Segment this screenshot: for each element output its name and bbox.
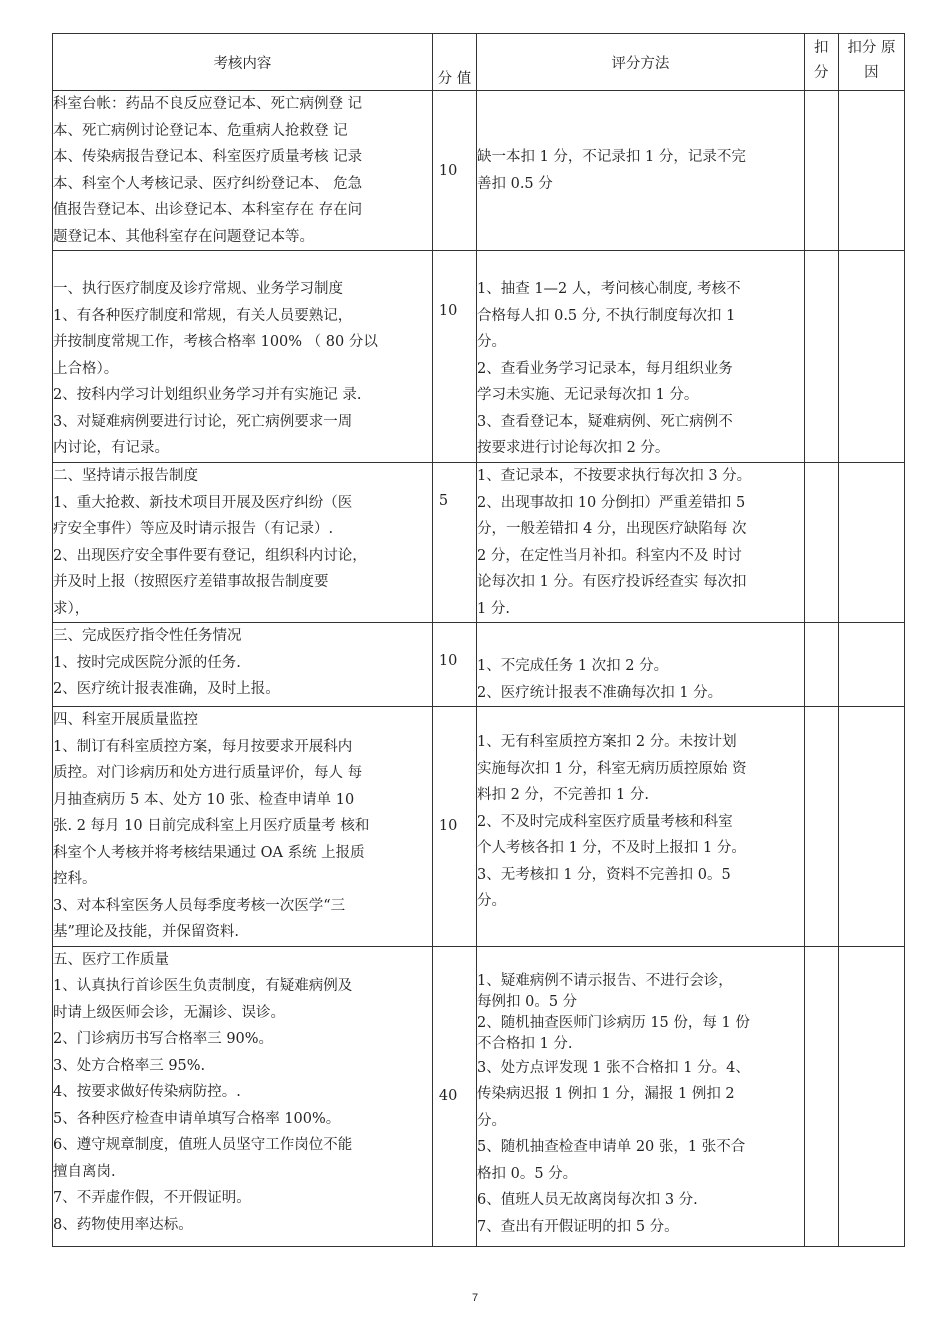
row-content [53,946,433,1246]
method-line: 3、处方点评发现 1 张不合格扣 1 分。4、 [476,1059,750,1076]
content-line: 一、执行医疗制度及诊疗常规、业务学习制度 [53,281,343,297]
header-content: 考核内容 [53,34,433,91]
content-line: 疗安全事件）等应及时请示报告（有记录）. [53,521,334,537]
content-line: 四、科室开展质量监控 [53,712,198,728]
table-row [53,91,905,251]
content-line: 1、重大抢救、新技术项目开展及医疗纠纷（医 [53,494,353,511]
content-line: 1、制订有科室质控方案，每月按要求开展科内 [53,738,353,755]
header-reason-line: 因 [864,65,879,81]
method-line: 2、出现事故扣 10 分倒扣）严重差错扣 5 [476,494,746,511]
method-line: 论每次扣 1 分。有医疗投诉经查实 每次扣 [476,574,747,590]
method-line: 7、查出有开假证明的扣 5 分。 [476,1218,679,1235]
content-line: 上合格）。 [53,360,119,377]
content-line: 质控。对门诊病历和处方进行质量评价，每人 每 [53,765,363,781]
content-line: 1、有各种医疗制度和常规，有关人员要熟记， [53,307,353,324]
content-line: 3、对疑难病例要进行讨论，死亡病例要求一周 [53,413,353,430]
content-line: 8、药物使用率达标。 [53,1216,193,1233]
method-line: 1、疑难病例不请示报告、不进行会诊， [476,972,733,989]
method-line: 5、随机抽查检查申请单 20 张，1 张不合 [476,1139,746,1155]
content-line: 5、各种医疗检查申请单填写合格率 100%。 [53,1110,341,1127]
content-line: 值报告登记本、出诊登记本、本科室存在 存在问 [53,202,363,218]
method-line: 分。 [476,1112,506,1129]
content-line: 三、完成医疗指令性任务情况 [53,628,242,644]
row-method [476,946,804,1246]
row-reason [838,463,904,623]
header-deduct-line: 扣 [814,40,829,56]
method-line: 2、不及时完成科室医疗质量考核和科室 [476,813,733,830]
row-method [476,91,804,251]
method-line: 1、无有科室质控方案扣 2 分。未按计划 [476,734,737,750]
method-line: 实施每次扣 1 分，科室无病历质控原始 资 [476,760,747,777]
method-line: 善扣 0.5 分 [476,175,553,192]
row-deduct [804,946,838,1246]
content-line: 2、出现医疗安全事件要有登记，组织科内讨论， [53,547,367,564]
row-deduct [804,91,838,251]
content-line: 1、按时完成医院分派的任务. [53,654,241,671]
method-line: 学习未实施、无记录每次扣 1 分。 [476,387,699,403]
content-line: 1、认真执行首诊医生负责制度，有疑难病例及 [53,978,353,994]
row-method [476,623,804,707]
content-line: 擅自离岗. [53,1163,116,1180]
row-reason [838,707,904,947]
row-reason [838,251,904,463]
row-deduct [804,251,838,463]
method-line: 3、无考核扣 1 分，资料不完善扣 0。5 [476,866,731,883]
method-line: 传染病迟报 1 例扣 1 分，漏报 1 例扣 2 [476,1086,735,1102]
method-line: 3、查看登记本，疑难病例、死亡病例不 [476,413,733,430]
method-line: 每例扣 0。5 分 [476,993,578,1010]
table-row [53,623,905,707]
header-row [53,34,905,91]
method-line: 1、查记录本，不按要求执行每次扣 3 分。 [476,468,752,484]
content-line: 科室台帐：药品不良反应登记本、死亡病例登 记 [53,96,363,112]
table-row [53,463,905,623]
header-reason-line: 扣分 原 [847,40,896,56]
content-line: 2、门诊病历书写合格率三 90%。 [53,1031,274,1047]
content-line: 3、处方合格率三 95%. [53,1057,206,1074]
row-method [476,251,804,463]
row-score: 10 [432,707,476,947]
method-line: 不合格扣 1 分. [476,1035,573,1052]
row-content [53,463,433,623]
content-line: 2、医疗统计报表准确，及时上报。 [53,681,280,697]
content-line: 本、科室个人考核记录、医疗纠纷登记本、 危急 [53,175,363,192]
method-line: 个人考核各扣 1 分，不及时上报扣 1 分。 [476,840,746,856]
content-line: 基”理论及技能，并保留资料. [53,924,240,940]
content-line: 6、遵守规章制度，值班人员坚守工作岗位不能 [53,1137,353,1153]
row-score: 10 [432,91,476,251]
content-line: 控科。 [53,871,97,887]
content-line: 求）， [53,600,90,617]
header-reason [838,34,904,91]
content-line: 题登记本、其他科室存在问题登记本等。 [53,228,314,245]
content-line: 2、按科内学习计划组织业务学习并有实施记 录. [53,387,362,403]
table-row [53,707,905,947]
method-line: 分。 [476,893,506,909]
header-score: 分 值 [432,34,476,91]
row-deduct [804,707,838,947]
content-line: 并按制度常规工作，考核合格率 100% （ 80 分以 [53,334,378,350]
row-reason [838,91,904,251]
row-method [476,463,804,623]
method-line: 合格每人扣 0.5 分, 不执行制度每次扣 1 [476,307,736,324]
table-row [53,946,905,1246]
content-line: 张. 2 每月 10 日前完成科室上月医疗质量考 核和 [53,818,370,834]
content-line: 7、不弄虚作假，不开假证明。 [53,1190,251,1206]
method-line: 1 分. [476,600,510,617]
table-row [53,251,905,463]
row-content [53,251,433,463]
method-line: 2、查看业务学习记录本，每月组织业务 [476,360,733,377]
method-line: 2、随机抽查医师门诊病历 15 份，每 1 份 [476,1014,750,1031]
method-line: 料扣 2 分，不完善扣 1 分. [476,787,649,803]
header-deduct [804,34,838,91]
row-reason [838,623,904,707]
header-method: 评分方法 [476,34,804,91]
content-line: 4、按要求做好传染病防控。. [53,1084,241,1100]
page-number: 7 [471,1292,479,1304]
content-line: 并及时上报（按照医疗差错事故报告制度要 [53,574,329,590]
method-line: 缺一本扣 1 分，不记录扣 1 分，记录不完 [476,149,746,165]
method-line: 1、不完成任务 1 次扣 2 分。 [476,658,669,674]
header-deduct-line: 分 [814,65,829,81]
content-line: 本、传染病报告登记本、科室医疗质量考核 记录 [53,149,363,165]
row-score: 40 [432,946,476,1246]
row-deduct [804,463,838,623]
method-line: 1、抽查 1—2 人，考问核心制度, 考核不 [476,281,741,297]
row-deduct [804,623,838,707]
content-line: 二、坚持请示报告制度 [53,468,198,484]
method-line: 2 分，在定性当月补扣。科室内不及 时讨 [476,547,742,564]
method-line: 按要求进行讨论每次扣 2 分。 [476,440,670,456]
content-line: 五、医疗工作质量 [53,951,169,968]
method-line: 6、值班人员无故离岗每次扣 3 分. [476,1192,698,1208]
content-line: 内讨论，有记录。 [53,440,169,456]
content-line: 月抽查病历 5 本、处方 10 张、检查申请单 10 [53,791,355,808]
content-line: 本、死亡病例讨论登记本、危重病人抢救登 记 [53,122,348,139]
method-line: 2、医疗统计报表不准确每次扣 1 分。 [476,684,723,701]
row-method [476,707,804,947]
row-content [53,623,433,707]
assessment-table [52,33,905,1247]
row-score: 10 [432,623,476,707]
row-content [53,91,433,251]
content-line: 3、对本科室医务人员每季度考核一次医学“三 [53,897,346,914]
content-line: 科室个人考核并将考核结果通过 OA 系统 上报质 [53,844,365,861]
content-line: 时请上级医师会诊，无漏诊、误诊。 [53,1004,285,1021]
method-line: 分，一般差错扣 4 分，出现医疗缺陷每 次 [476,521,747,537]
row-score: 10 [432,251,476,463]
method-line: 格扣 0。5 分。 [476,1165,578,1182]
row-content [53,707,433,947]
row-reason [838,946,904,1246]
method-line: 分。 [476,334,506,350]
row-score: 5 [432,463,476,623]
